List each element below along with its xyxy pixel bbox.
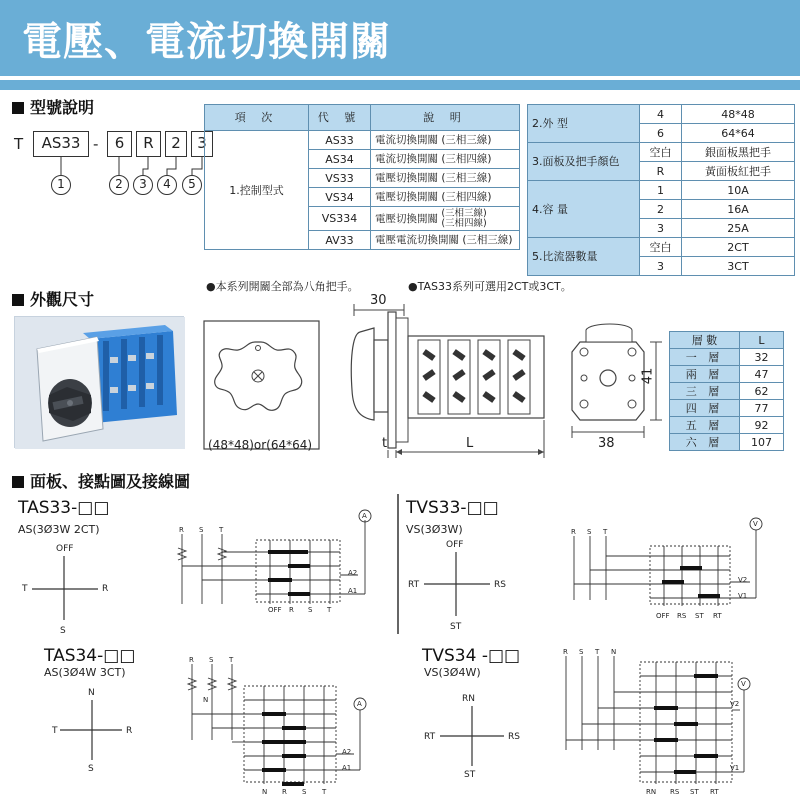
tas34-pos-t: T [52,726,58,736]
header-desc: 說 明 [371,105,520,131]
option-label: 3.面板及把手顏色 [528,143,640,181]
tvs33-bottom-off: OFF [656,612,670,620]
page-title: 電壓、電流切換開關 [22,19,391,65]
layer-length: 77 [739,400,783,417]
desc-cell: 電壓切換開關 (三相四線) [371,188,520,207]
tvs34-out-v2: V2 [730,700,740,708]
tas34-title: TAS34-□□ [44,646,136,666]
tas33-pos-r: R [102,584,109,594]
option-label: 4.容 量 [528,181,640,238]
option-code: 空白 [640,143,682,162]
model-box-5: 3 [191,131,213,157]
option-code: 1 [640,181,682,200]
option-code: R [640,162,682,181]
tvs34-term-n: N [611,648,617,656]
tvs34-bottom-rn: RN [646,788,657,796]
layer-name: 六 層 [670,434,740,451]
tvs33-term-r: R [571,528,576,536]
tas34-out-a1: A1 [342,764,352,772]
tas33-out-a2: A2 [348,569,358,577]
tvs33-bottom-rs: RS [677,612,687,620]
option-desc: 3CT [682,257,795,276]
tvs34-term-t: T [595,648,600,656]
model-box-4: 2 [165,131,187,157]
tas33-pos-t: T [22,584,28,594]
layer-name: 一 層 [670,349,740,366]
tvs34-meter: V [741,680,746,688]
tas34-out-a2: A2 [342,748,352,756]
option-desc: 64*64 [682,124,795,143]
option-desc: 25A [682,219,795,238]
tas33-bottom-off: OFF [268,606,282,614]
section-appearance-title: 外觀尺寸 [12,290,94,310]
model-number-4: 4 [157,175,177,195]
tas33-term-r: R [179,526,184,534]
tas34-bottom-r: R [282,788,287,796]
option-desc: 16A [682,200,795,219]
code-cell: AV33 [309,231,371,250]
model-box-2: 6 [107,131,132,157]
model-number-1: 1 [51,175,71,195]
section-model-title: 型號說明 [12,98,94,118]
tvs34-bottom-rt: RT [710,788,719,796]
layer-length: 107 [739,434,783,451]
tvs34-pos-rn: RN [462,694,475,704]
model-number-2: 2 [109,175,129,195]
note-octagonal-handle: ●本系列開關全部為八角把手。 [206,280,359,293]
tvs34-subtitle: VS(3Ø4W) [424,666,481,679]
model-prefix: T [14,135,24,153]
desc-cell: 電壓切換開關 (三相三線) [371,169,520,188]
tvs33-pos-rs: RS [494,580,506,590]
section-wiring-title: 面板、接點圖及接線圖 [12,472,190,492]
tvs34-out-v1: V1 [730,764,740,772]
tvs34-bottom-st: ST [690,788,699,796]
tas34-neutral: N [203,696,209,704]
code-cell: VS34 [309,188,371,207]
layer-length: 47 [739,366,783,383]
note-ct-option: ●TAS33系列可選用2CT或3CT。 [408,280,572,293]
tas34-bottom-t: T [322,788,327,796]
code-cell: AS34 [309,150,371,169]
panel-size-label: (48*48)or(64*64) [208,438,313,452]
tvs34-term-r: R [563,648,568,656]
tas34-pos-r: R [126,726,133,736]
code-cell: AS33 [309,131,371,150]
category-cell: 1.控制型式 [205,131,309,250]
tvs34-pos-st: ST [464,770,476,780]
option-code: 3 [640,219,682,238]
option-desc: 銀面板黑把手 [682,143,795,162]
model-separator: - [93,135,99,153]
tas34-meter: A [357,700,362,708]
header-item: 項 次 [205,105,309,131]
tvs33-term-t: T [603,528,608,536]
tas34-bottom-s: S [302,788,307,796]
option-code: 6 [640,124,682,143]
tvs33-term-s: S [587,528,592,536]
tas33-out-a1: A1 [348,587,358,595]
tvs33-title: TVS33-□□ [406,498,499,518]
tvs33-pos-st: ST [450,622,462,632]
option-code: 2 [640,200,682,219]
dim-t-label: t [382,436,388,451]
tas33-term-t: T [219,526,224,534]
tvs34-pos-rt: RT [424,732,436,742]
tas33-bottom-t: T [327,606,332,614]
option-code: 空白 [640,238,682,257]
tvs33-pos-off: OFF [446,540,464,550]
desc-cell: 電壓電流切換開關 (三相三線) [371,231,520,250]
tas33-pos-s: S [60,626,66,636]
header-code: 代 號 [309,105,371,131]
dim-38-label: 38 [598,436,615,451]
dim-30-label: 30 [370,293,387,308]
option-label: 5.比流器數量 [528,238,640,276]
model-box-3: R [136,131,161,157]
tas33-bottom-r: R [289,606,294,614]
tvs33-bottom-rt: RT [713,612,722,620]
tvs33-out-v2: V2 [738,576,748,584]
tas33-bottom-s: S [308,606,313,614]
layer-length: 62 [739,383,783,400]
desc-cell: 電流切換開關 (三相三線) [371,131,520,150]
option-code: 4 [640,105,682,124]
tas34-term-t: T [229,656,234,664]
tas34-bottom-n: N [262,788,268,796]
tas34-pos-s: S [88,764,94,774]
tvs33-pos-rt: RT [408,580,420,590]
tas34-pos-n: N [88,688,95,698]
model-number-5: 5 [182,175,202,195]
desc-cell: 電流切換開關 (三相四線) [371,150,520,169]
desc-cell: 電壓切換開關 (三相三線) (三相四線) [371,207,520,231]
code-cell: VS33 [309,169,371,188]
layer-length: 32 [739,349,783,366]
layer-name: 兩 層 [670,366,740,383]
tvs34-title: TVS34 -□□ [422,646,521,666]
option-label: 2.外 型 [528,105,640,143]
tas33-term-s: S [199,526,204,534]
layers-header-l: L [739,332,783,349]
tas33-subtitle: AS(3Ø3W 2CT) [18,523,100,536]
tvs33-bottom-st: ST [695,612,704,620]
tvs33-subtitle: VS(3Ø3W) [406,523,463,536]
layers-header-count: 層 數 [670,332,740,349]
tas33-meter: A [362,512,367,520]
tvs33-out-v1: V1 [738,592,748,600]
tas34-subtitle: AS(3Ø4W 3CT) [44,666,126,679]
tas34-term-r: R [189,656,194,664]
model-number-3: 3 [133,175,153,195]
dim-41-label: 41 [640,367,656,385]
tas34-term-s: S [209,656,214,664]
tas33-title: TAS33-□□ [18,498,110,518]
layer-name: 三 層 [670,383,740,400]
tvs33-meter: V [753,520,758,528]
model-box-1: AS33 [33,131,89,157]
tas33-pos-off: OFF [56,544,74,554]
tvs34-pos-rs: RS [508,732,520,742]
tvs34-term-s: S [579,648,584,656]
option-desc: 2CT [682,238,795,257]
code-cell: VS334 [309,207,371,231]
tvs34-bottom-rs: RS [670,788,680,796]
layer-name: 四 層 [670,400,740,417]
dim-l-label: L [466,436,474,451]
layer-length: 92 [739,417,783,434]
option-desc: 黃面板紅把手 [682,162,795,181]
option-desc: 10A [682,181,795,200]
layer-name: 五 層 [670,417,740,434]
option-code: 3 [640,257,682,276]
option-desc: 48*48 [682,105,795,124]
